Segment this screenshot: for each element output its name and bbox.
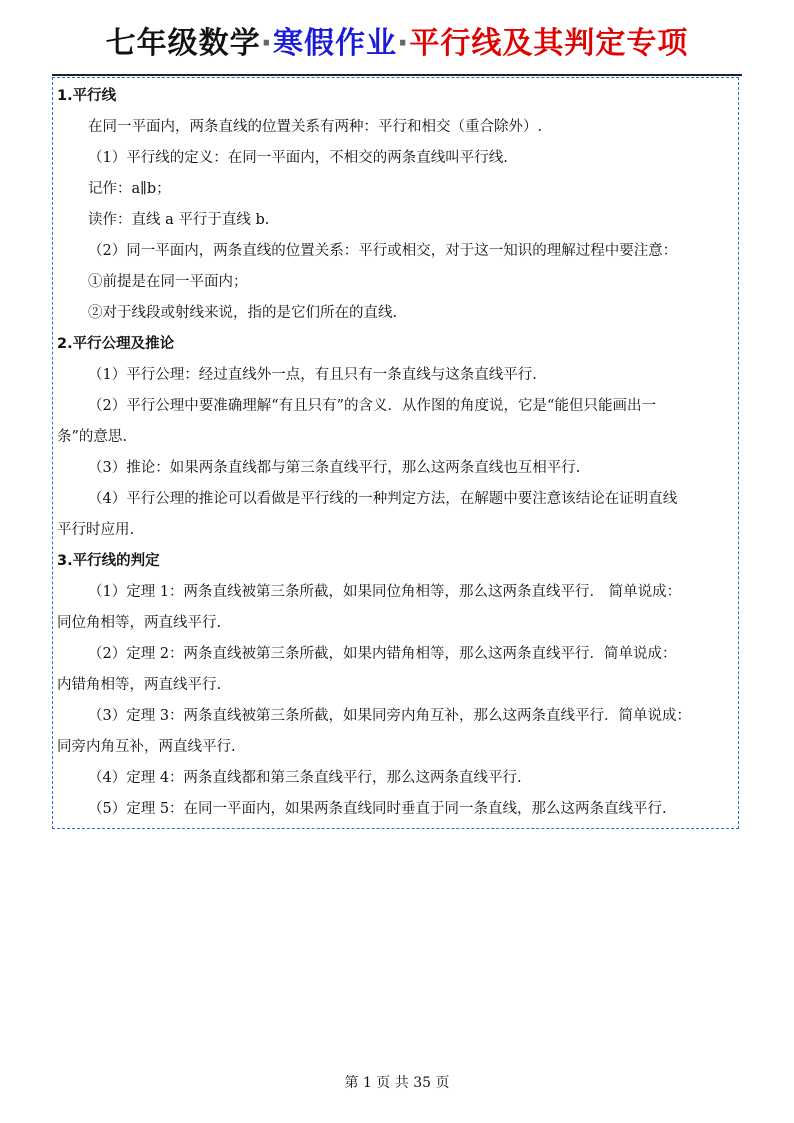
paragraph-line: 在同一平面内，两条直线的位置关系有两种：平行和相交（重合除外）. [88, 119, 543, 135]
paragraph-line: 读作：直线 a 平行于直线 b. [88, 212, 270, 228]
paragraph-line: 平行时应用. [57, 522, 135, 538]
paragraph-line: （2）定理 2：两条直线被第三条所截，如果内错角相等，那么这两条直线平行．简单说成： [88, 646, 677, 662]
paragraph-line: 同旁内角互补，两直线平行. [57, 739, 236, 755]
title-topic: 平行线及其判定专项 [409, 26, 689, 61]
paragraph-line: （1）平行线的定义：在同一平面内，不相交的两条直线叫平行线. [88, 150, 508, 166]
paragraph-line: （5）定理 5：在同一平面内，如果两条直线同时垂直于同一条直线，那么这两条直线平行. [88, 801, 667, 817]
section-heading: 1.平行线 [57, 88, 117, 104]
title-separator: · [260, 26, 273, 61]
content-body [57, 81, 737, 825]
paragraph-line: 记作：a∥b； [88, 181, 171, 197]
section-heading: 2.平行公理及推论 [57, 336, 175, 352]
page-footer: 第 1 页 共 35 页 [344, 1075, 450, 1091]
paragraph-line: （4）定理 4：两条直线都和第三条直线平行，那么这两条直线平行. [88, 770, 522, 786]
paragraph-line: （3）推论：如果两条直线都与第三条直线平行，那么这两条直线也互相平行. [88, 460, 581, 476]
paragraph-line: 同位角相等，两直线平行. [57, 615, 222, 631]
paragraph-line: ①前提是在同一平面内； [88, 274, 248, 290]
section-heading: 3.平行线的判定 [57, 553, 160, 569]
title-separator: · [397, 26, 410, 61]
paragraph-line: 内错角相等，两直线平行. [57, 677, 222, 693]
page-title [0, 22, 794, 66]
paragraph-line: （4）平行公理的推论可以看做是平行线的一种判定方法，在解题中要注意该结论在证明直线 [88, 491, 678, 507]
title-assignment: 寒假作业 [273, 26, 397, 61]
paragraph-line: （2）平行公理中要准确理解“有且只有”的含义．从作图的角度说，它是“能但只能画出一 [88, 398, 656, 414]
paragraph-line: （2）同一平面内，两条直线的位置关系：平行或相交，对于这一知识的理解过程中要注意： [88, 243, 678, 259]
paragraph-line: ②对于线段或射线来说，指的是它们所在的直线. [88, 305, 398, 321]
paragraph-line: 条”的意思. [57, 429, 128, 445]
title-underline [52, 74, 742, 76]
paragraph-line: （3）定理 3：两条直线被第三条所截，如果同旁内角互补，那么这两条直线平行．简单说成： [88, 708, 692, 724]
title-subject: 七年级数学 [105, 26, 261, 61]
paragraph-line: （1）定理 1：两条直线被第三条所截，如果同位角相等，那么这两条直线平行． 简单说成： [88, 584, 682, 600]
paragraph-line: （1）平行公理：经过直线外一点，有且只有一条直线与这条直线平行. [88, 367, 537, 383]
